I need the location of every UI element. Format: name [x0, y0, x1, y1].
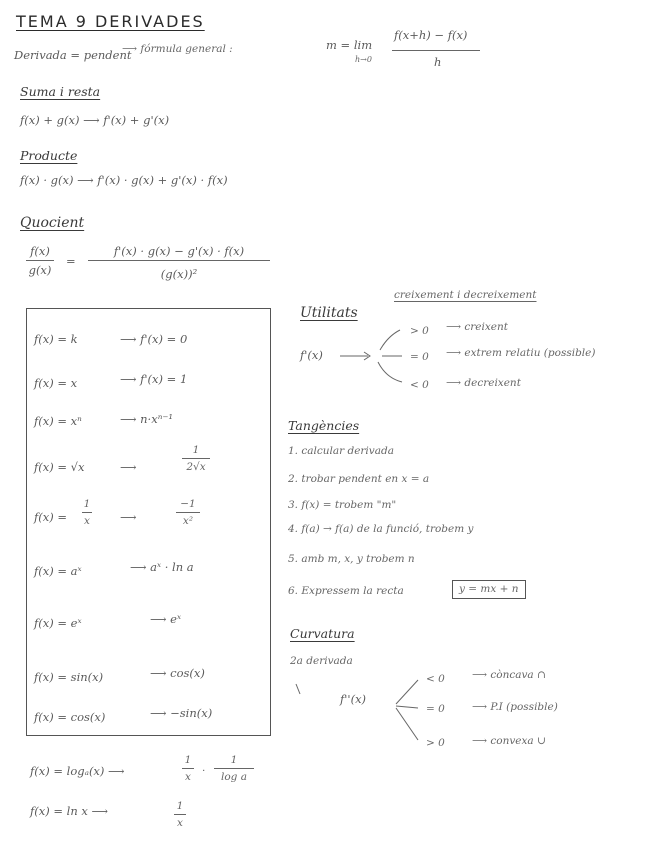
formula-producte: f(x) · g(x) ⟶ f'(x) · g(x) + g'(x) · f(x) [20, 173, 228, 187]
tangencies-step-1: 1. calcular derivada [288, 445, 394, 457]
utilitats-case-1-text: ⟶ creixent [446, 321, 508, 333]
table-row-4-arrow: ⟶ [120, 460, 137, 474]
heading-utilitats: Utilitats [300, 305, 358, 321]
table-row-3-d: ⟶ n·xⁿ⁻¹ [120, 412, 174, 426]
page-title: TEMA 9 DERIVADES [16, 12, 205, 31]
table-row-5-d-den: x² [182, 515, 194, 527]
log-derivative-dot: · [202, 765, 206, 777]
quocient-lhs-num: f(x) [30, 244, 50, 258]
utilitats-case-2-sign: = 0 [410, 351, 429, 363]
curvatura-case-2-text: ⟶ P.I (possible) [472, 701, 558, 713]
log-derivative-f: f(x) = logₐ(x) ⟶ [30, 764, 125, 778]
utilitats-branch-down [378, 362, 402, 382]
ln-derivative-den: x [177, 817, 183, 829]
heading-suma-resta: Suma i resta [20, 84, 101, 99]
table-row-5-arrow: ⟶ [120, 510, 137, 524]
intro-denominator: h [434, 55, 442, 69]
utilitats-branch-up [380, 330, 400, 350]
curvatura-case-3-sign: > 0 [426, 737, 445, 749]
table-row-2-d: ⟶ f'(x) = 1 [120, 372, 188, 386]
curvatura-case-3-text: ⟶ convexa ∪ [472, 735, 546, 747]
intro-numerator: f(x+h) − f(x) [394, 28, 468, 42]
curvatura-branch-mid [396, 706, 418, 708]
quocient-rhs-num: f'(x) · g(x) − g'(x) · f(x) [113, 244, 245, 258]
quocient-lhs-den: g(x) [28, 263, 52, 277]
curvatura-line1: 2a derivada [290, 655, 353, 667]
table-row-8-f: f(x) = sin(x) [34, 670, 104, 684]
utilitats-case-2-text: ⟶ extrem relatiu (possible) [446, 347, 596, 359]
tangencies-step-6: 6. Expressem la recta [288, 585, 404, 597]
heading-curvatura: Curvatura [290, 626, 355, 641]
tangencies-step-3: 3. f(x) = trobem "m" [288, 499, 397, 511]
curvatura-case-2-sign: = 0 [426, 703, 445, 715]
table-row-5-f: f(x) = [34, 510, 68, 524]
tangencies-step-2: 2. trobar pendent en x = a [288, 473, 430, 485]
table-row-2-f: f(x) = x [34, 376, 78, 390]
log-derivative-num-2: 1 [230, 754, 238, 766]
formula-suma-resta: f(x) + g(x) ⟶ f'(x) + g'(x) [20, 113, 170, 127]
intro-lhs: Derivada = pendent [14, 48, 132, 62]
table-row-1-d: ⟶ f'(x) = 0 [120, 332, 188, 346]
table-row-7-d: ⟶ eˣ [150, 612, 182, 626]
heading-producte: Producte [20, 148, 78, 163]
log-derivative-num-1: 1 [184, 754, 192, 766]
table-row-9-d: ⟶ −sin(x) [150, 706, 213, 720]
heading-quocient: Quocient [20, 215, 85, 231]
table-row-3-f: f(x) = xⁿ [34, 414, 82, 428]
quocient-eq: = [66, 254, 76, 268]
table-row-8-d: ⟶ cos(x) [150, 666, 205, 680]
utilitats-case-1-sign: > 0 [410, 325, 429, 337]
subheading-creixement: creixement i decreixement [394, 289, 537, 301]
curvatura-case-1-text: ⟶ còncava ∩ [472, 669, 546, 681]
table-row-6-f: f(x) = aˣ [34, 564, 82, 578]
curvatura-fx: f''(x) [340, 692, 367, 706]
log-derivative-den-1: x [185, 771, 191, 783]
intro-m: m = lim [326, 38, 373, 52]
intro-lim-sub: h→0 [355, 55, 372, 64]
tangencies-step-5: 5. amb m, x, y trobem n [288, 553, 415, 565]
log-derivative-den-2: log a [221, 771, 247, 783]
table-row-4-den: 2√x [186, 461, 206, 473]
table-row-9-f: f(x) = cos(x) [34, 710, 106, 724]
table-row-4-f: f(x) = √x [34, 460, 85, 474]
table-row-7-f: f(x) = eˣ [34, 616, 82, 630]
table-row-5-d-num: −1 [180, 498, 196, 510]
table-row-6-d: ⟶ aˣ · ln a [130, 560, 194, 574]
utilitats-fx: f'(x) [300, 348, 323, 362]
tangencies-step-4: 4. f(a) → f(a) de la funció, trobem y [288, 523, 474, 535]
tangencies-boxed-equation: y = mx + n [452, 580, 526, 599]
ln-derivative-num: 1 [176, 800, 184, 812]
utilitats-case-3-text: ⟶ decreixent [446, 377, 521, 389]
table-row-4-num: 1 [192, 444, 200, 456]
quocient-rhs-den: (g(x))² [160, 267, 198, 281]
curvatura-tick [296, 684, 300, 694]
ln-derivative-f: f(x) = ln x ⟶ [30, 804, 109, 818]
utilitats-case-3-sign: < 0 [410, 379, 429, 391]
curvatura-branch-down [396, 708, 418, 740]
table-row-5-f-num: 1 [83, 498, 91, 510]
curvatura-branch-up [396, 680, 418, 704]
heading-tangencies: Tangències [288, 418, 360, 433]
intro-arrow: ⟶ fórmula general : [122, 43, 233, 55]
table-row-5-f-den: x [84, 515, 90, 527]
table-row-1-f: f(x) = k [34, 332, 78, 346]
curvatura-case-1-sign: < 0 [426, 673, 445, 685]
